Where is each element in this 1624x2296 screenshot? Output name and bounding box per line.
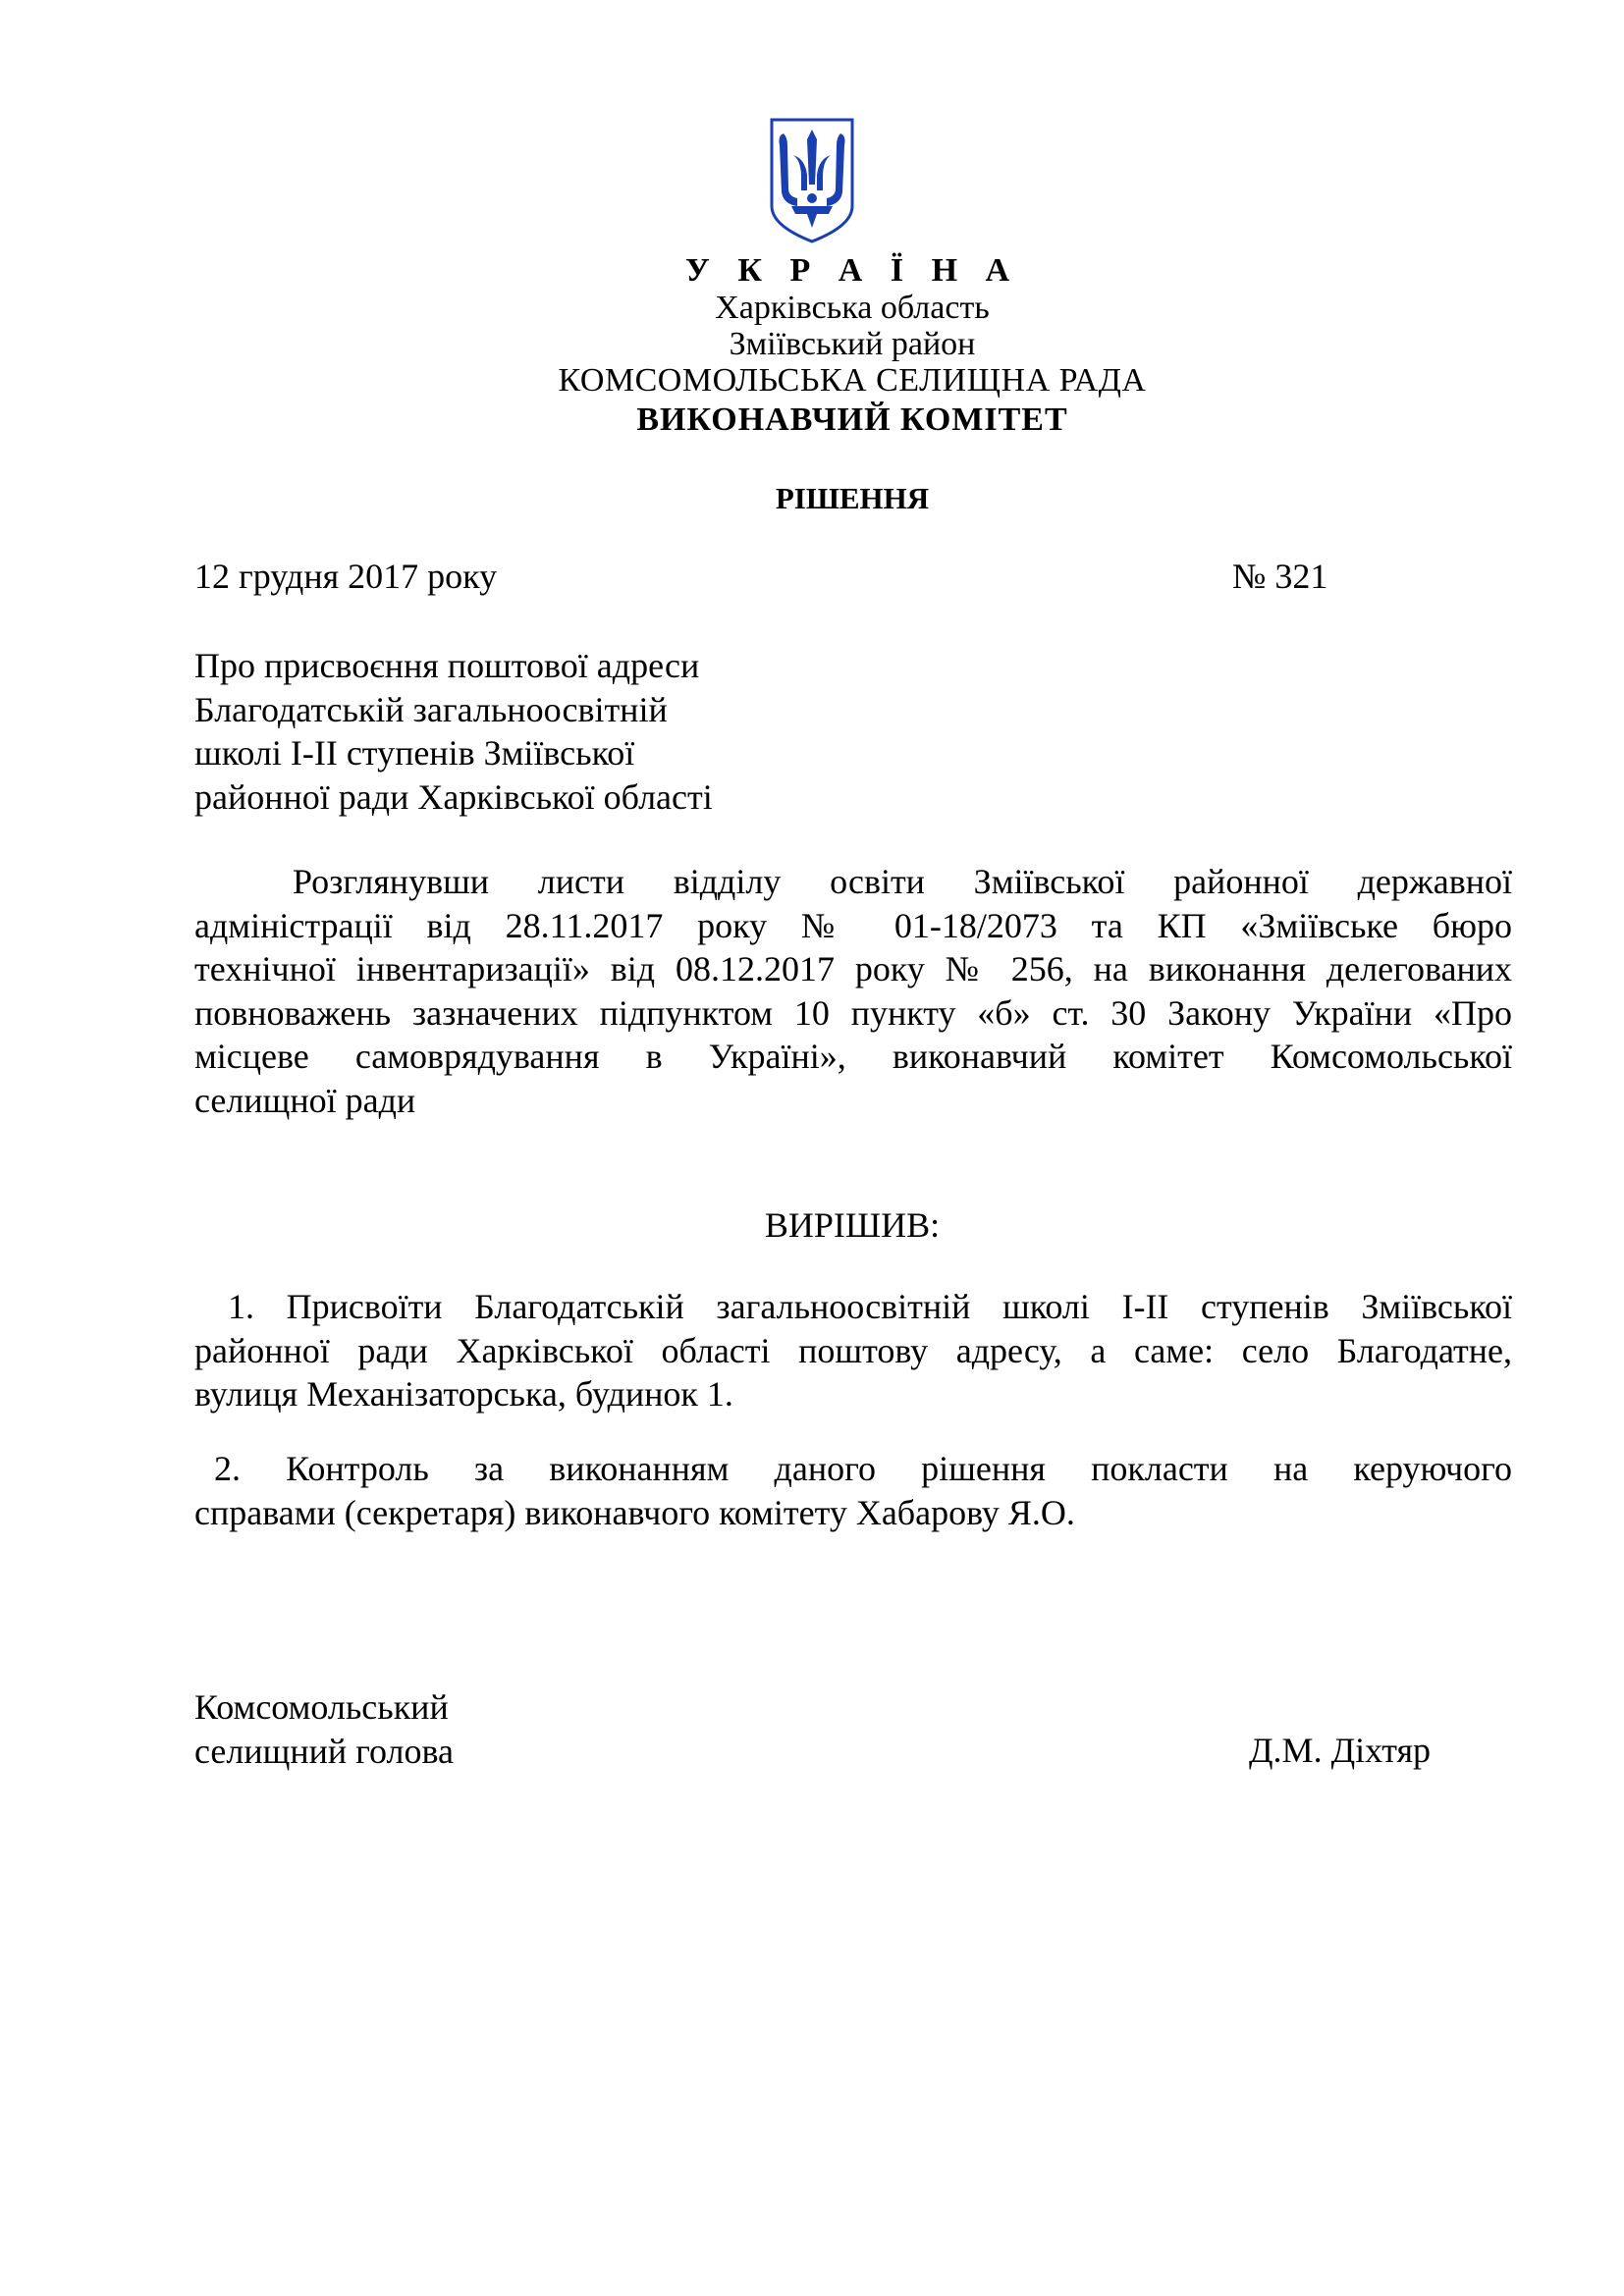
decision-item-2 <box>194 1447 1512 1534</box>
council-heading: КОМСОМОЛЬСЬКА СЕЛИЩНА РАДА <box>558 362 1147 399</box>
preamble-line: технічної інвентаризації» від 08.12.2017 року № 256, на виконання делегованих <box>194 949 1512 988</box>
country-heading: У К Р А Ї Н А <box>684 252 1020 289</box>
oblast-heading: Харківська область <box>715 290 990 326</box>
subject-line: районної ради Харківської області <box>194 776 713 817</box>
preamble-line: Розглянувши листи відділу освіти Зміївської районної державної <box>293 862 1512 901</box>
trident-coat-of-arms-icon <box>768 116 856 245</box>
signatory-title <box>194 1685 454 1773</box>
signatory-name: Д.М. Діхтяр <box>1249 1731 1432 1770</box>
preamble-line: місцеве самоврядування в Україні», виконавчий комітет Комсомольської <box>194 1037 1512 1076</box>
signatory-title-line: селищний голова <box>194 1731 455 1771</box>
preamble-line: повноважень зазначених підпунктом 10 пункту «б» ст. 30 Закону України «Про <box>194 992 1512 1033</box>
subject-line: Про присвоєння поштової адреси <box>194 646 700 685</box>
decision-subject <box>194 644 713 819</box>
item-line: 1. Присвоїти Благодатській загальноосвітній школі І-ІІ ступенів Зміївської <box>228 1287 1512 1326</box>
decision-item-1 <box>194 1285 1512 1416</box>
document-type-title: РІШЕННЯ <box>775 481 930 515</box>
preamble-paragraph <box>194 860 1512 1122</box>
subject-line: школі І-ІІ ступенів Зміївської <box>194 733 635 773</box>
item-line: справами (секретаря) виконавчого комітету Хабарову Я.О. <box>194 1492 1075 1532</box>
preamble-line: селищної ради <box>194 1080 416 1120</box>
signatory-title-line: Комсомольський <box>194 1687 449 1727</box>
item-line: районної ради Харківської області поштову адресу, а саме: село Благодатне, <box>194 1330 1512 1370</box>
preamble-line: адміністрації від 28.11.2017 року № 01-18/2073 та КП «Зміївське бюро <box>194 905 1512 945</box>
committee-heading: ВИКОНАВЧИЙ КОМІТЕТ <box>636 401 1068 438</box>
item-line: 2. Контроль за виконанням даного рішення покласти на керуючого <box>214 1449 1512 1488</box>
subject-line: Благодатській загальноосвітній <box>194 689 668 729</box>
decided-heading: ВИРІШИВ: <box>764 1205 941 1245</box>
raion-heading: Зміївський район <box>729 326 976 362</box>
item-line: вулиця Механізаторська, будинок 1. <box>194 1374 733 1414</box>
decision-number: № 321 <box>1232 557 1328 596</box>
decision-date: 12 грудня 2017 року <box>194 557 498 596</box>
